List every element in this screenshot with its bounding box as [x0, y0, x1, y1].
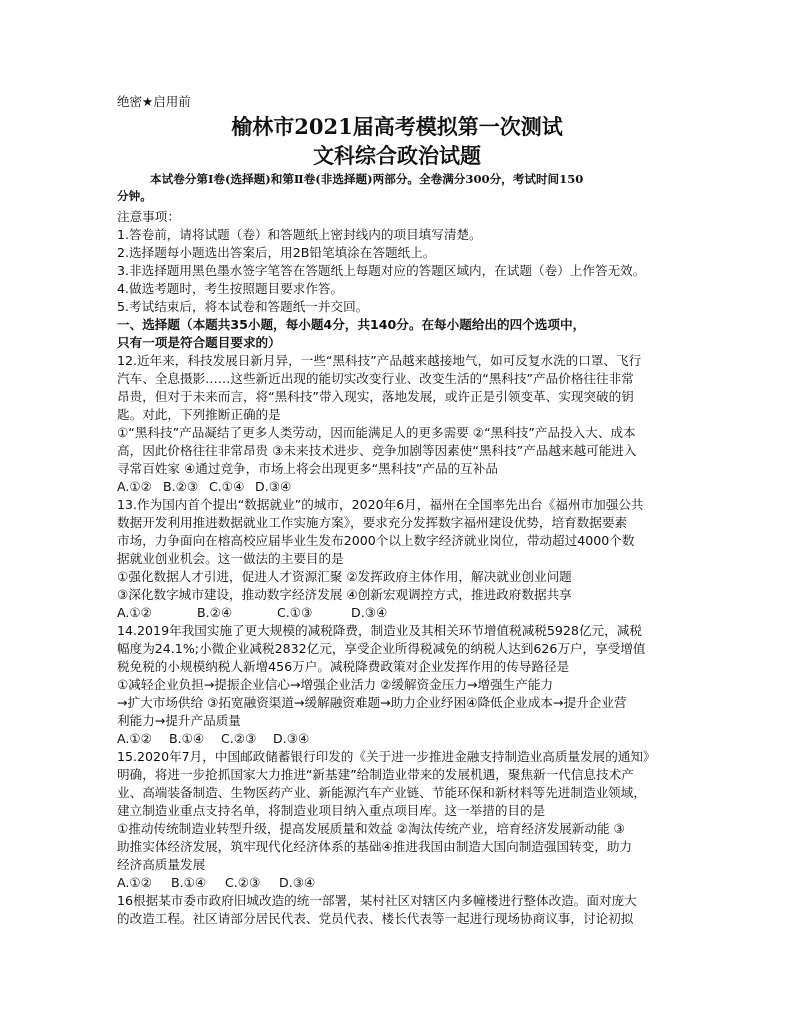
question-13-line: 市场，力争面向在榕高校应届毕业生发布2000个以上数字经济就业岗位，带动超过4000个数: [117, 533, 635, 548]
exam-intro-line1: 本试卷分第Ⅰ卷(选择题)和第Ⅱ卷(非选择题)两部分。全卷满分300分，考试时间150: [150, 172, 584, 186]
question-13-line: ③深化数字城市建设，推动数字经济发展 ④创新宏观调控方式，推进政府数据共享: [117, 587, 572, 602]
question-12-line: ①“黑科技”产品凝结了更多人类劳动，因而能满足人的更多需要 ②“黑科技”产品投入大、成本: [117, 425, 636, 440]
question-15-line: 明确，将进一步抢抓国家大力推进“新基建”给制造业带来的发展机遇，聚焦新一代信息技术产: [117, 767, 634, 782]
question-15-options: [117, 874, 315, 891]
question-13-line: ①强化数据人才引进，促进人才资源汇聚 ②发挥政府主体作用，解决就业创业问题: [117, 569, 572, 584]
option-c: C.②③: [221, 731, 257, 746]
option-b: B.②③: [163, 479, 199, 494]
note-item: 1.答卷前，请将试题（卷）和答题纸上密封线内的项目填写清楚。: [117, 227, 482, 242]
question-14-line: 14.2019年我国实施了更大规模的减税降费，制造业及其相关环节增值税减税5928亿元，减税: [117, 623, 642, 638]
option-b: B.①④: [171, 875, 207, 890]
option-d: D.③④: [273, 731, 310, 746]
question-12-line: 汽车、全息摄影……这些新近出现的能切实改变行业、改变生活的“黑科技”产品价格往往非常: [117, 371, 634, 386]
question-12-line: 高，因此价格往往非常昂贵 ③未来技术进步、竞争加剧等因素使“黑科技”产品越来越可能进入: [117, 443, 637, 458]
note-item: 3.非选择题用黑色墨水签字笔答在答题纸上每题对应的答题区域内，在试题（卷）上作答无效。: [117, 263, 646, 278]
question-13-line: 数据开发利用推进数据就业工作实施方案》，要求充分发挥数字福州建设优势，培育数据要素: [117, 515, 628, 530]
question-15-line: ①推动传统制造业转型升级，提高发展质量和效益 ②淘汰传统产业，培育经济发展新动能 ③: [117, 821, 625, 836]
section-heading-cont: 只有一项是符合题目要求的）: [117, 335, 281, 350]
option-c: C.①④: [209, 479, 245, 494]
question-14-line: ①减轻企业负担→提振企业信心→增强企业活力 ②缓解资金压力→增强生产能力: [117, 677, 554, 692]
question-15-line: 业、高端装备制造、生物医药产业、新能源汽车产业链、节能环保和新材料等先进制造业领域，: [117, 785, 646, 800]
question-14-line: 利能力→提升产品质量: [117, 713, 241, 728]
question-14-line: 税免税的小规模纳税人新增456万户。减税降费政策对企业发挥作用的传导路径是: [117, 659, 570, 674]
exam-intro-line2: 分钟。: [117, 189, 152, 203]
question-12-line: 匙。对此，下列推断正确的是: [117, 407, 281, 422]
question-12-line: 昂贵，但对于未来而言，将“黑科技”带入现实，落地发展，或许正是引领变革、实现突破的钥: [117, 389, 634, 404]
option-d: D.③④: [279, 875, 316, 890]
page-subtitle: 文科综合政治试题: [313, 143, 481, 168]
question-12-options: [117, 478, 291, 495]
option-c: C.②③: [225, 875, 261, 890]
question-16-line: 16根据某市委市政府旧城改造的统一部署，某村社区对辖区内多幢楼进行整体改造。面对庞大: [117, 893, 637, 908]
question-15-line: 建立制造业重点支持名单，将制造业项目纳入重点项目库。这一举措的目的是: [117, 803, 546, 818]
question-14-line: →扩大市场供给 ③拓宽融资渠道→缓解融资难题→助力企业纾困④降低企业成本→提升企业营: [117, 695, 627, 710]
option-d: D.③④: [351, 605, 388, 620]
question-15-line: 15.2020年7月，中国邮政储蓄银行印发的《关于进一步推进金融支持制造业高质量发展的通知》: [117, 749, 656, 764]
option-a: A.①②: [117, 731, 152, 746]
page-title: 榆林市2021届高考模拟第一次测试: [231, 114, 563, 139]
option-a: A.①②: [117, 479, 152, 494]
question-14-line: 幅度为24.1%;小微企业减税2832亿元，享受企业所得税减免的纳税人达到626万户，享受增值: [117, 641, 646, 656]
question-13-options: [117, 604, 387, 621]
question-13-line: 13.作为国内首个提出“数据就业”的城市，2020年6月，福州在全国率先出台《福州市加强公共: [117, 497, 644, 512]
option-d: D.③④: [255, 479, 292, 494]
question-13-line: 据就业创业机会。这一做法的主要目的是: [117, 551, 344, 566]
notes-heading: 注意事项：: [117, 209, 180, 224]
question-12-line: 寻常百姓家 ④通过竞争，市场上将会出现更多“黑科技”产品的互补品: [117, 461, 498, 476]
section-heading: 一、选择题（本题共35小题，每小题4分，共140分。在每小题给出的四个选项中，: [117, 317, 586, 332]
option-b: B.①④: [169, 731, 205, 746]
option-c: C.①③: [277, 605, 313, 620]
note-item: 2.选择题每小题选出答案后，用2B铅笔填涂在答题纸上。: [117, 245, 436, 260]
note-item: 5.考试结束后，将本试卷和答题纸一并交回。: [117, 299, 369, 314]
option-b: B.②④: [197, 605, 233, 620]
question-15-line: 助推实体经济发展，筑牢现代化经济体系的基础④推进我国由制造大国向制造强国转变，助力: [117, 839, 633, 854]
question-16-line: 的改造工程。社区请部分居民代表、党员代表、楼长代表等一起进行现场协商议事，讨论初拟: [117, 911, 634, 926]
note-item: 4.做选考题时，考生按照题目要求作答。: [117, 281, 344, 296]
question-15-line: 经济高质量发展: [117, 857, 206, 872]
secret-mark: 绝密★启用前: [117, 94, 191, 109]
option-a: A.①②: [117, 875, 152, 890]
option-a: A.①②: [117, 605, 152, 620]
question-14-options: [117, 730, 309, 747]
question-12-line: 12.近年来，科技发展日新月异，一些“黑科技”产品越来越接地气，如可反复水洗的口罩、飞行: [117, 353, 642, 368]
